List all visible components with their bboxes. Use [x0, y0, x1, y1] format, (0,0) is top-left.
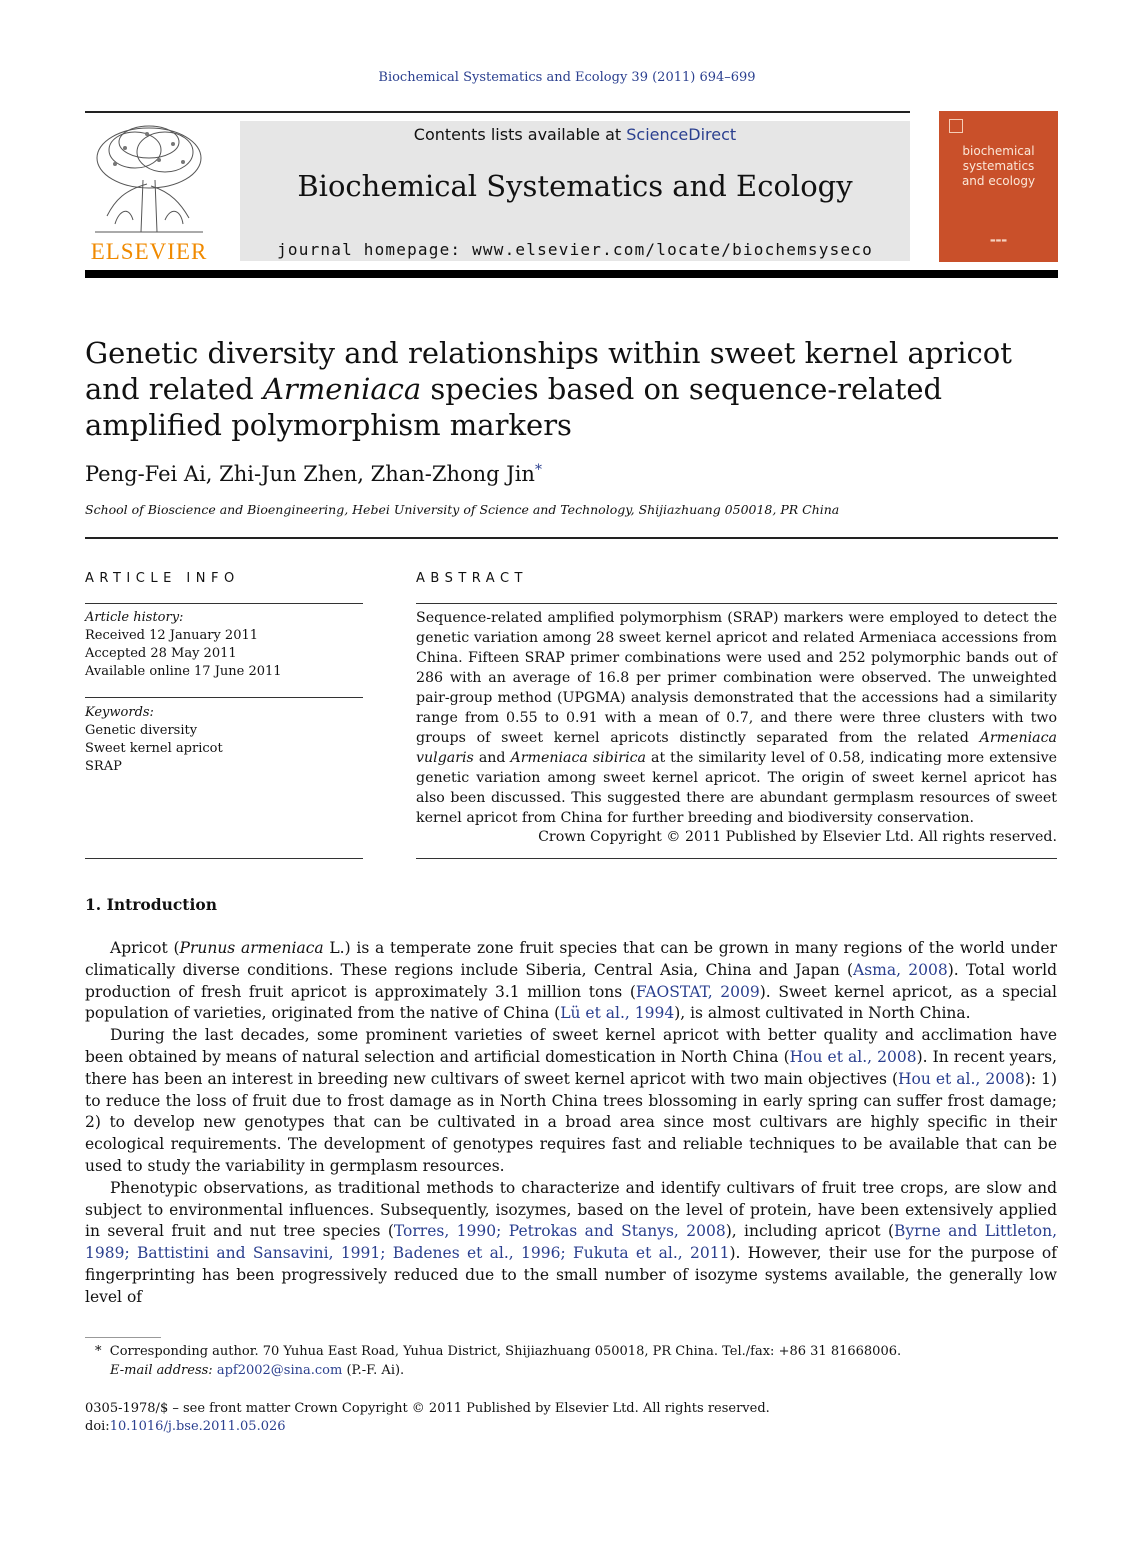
- citation-link[interactable]: FAOSTAT, 2009: [635, 982, 760, 1001]
- doi-prefix: doi:: [85, 1419, 110, 1434]
- footnote-email-line: [95, 1361, 901, 1380]
- title-part: species based on sequence-related amplified polymorphism markers: [85, 372, 943, 442]
- abstract-bottom-rule: [416, 858, 1057, 859]
- citation-link[interactable]: Torres, 1990; Petrokas and Stanys, 2008: [393, 1222, 726, 1241]
- article-history: [85, 609, 282, 681]
- email-label: E-mail address:: [110, 1363, 213, 1378]
- text-run: ), is almost cultivated in North China.: [674, 1004, 971, 1023]
- keywords-block: [85, 704, 223, 776]
- elsevier-wordmark: ELSEVIER: [90, 239, 208, 264]
- issn-line: 0305-1978/$ – see front matter Crown Copyright © 2011 Published by Elsevier Ltd. All rights reserved.: [85, 1401, 770, 1416]
- journal-banner: [240, 121, 910, 261]
- keyword-item: Genetic diversity: [85, 723, 198, 738]
- author-list: [85, 462, 542, 486]
- email-suffix: (P.-F. Ai).: [342, 1363, 405, 1378]
- doi-line: [85, 1418, 770, 1436]
- title-part: Genetic diversity and relationships within sweet kernel apricot and related: [85, 336, 1012, 406]
- paragraph: [85, 1178, 1057, 1309]
- citation-link[interactable]: Lü et al., 1994: [560, 1004, 675, 1023]
- header-rule: [85, 111, 910, 113]
- title-rule: [85, 537, 1058, 539]
- cover-title: biochemical systematics and ecology: [961, 144, 1036, 188]
- article-title: [85, 335, 1045, 443]
- paragraph: [85, 938, 1057, 1025]
- history-label: Article history:: [85, 610, 184, 625]
- species-name: Prunus armeniaca: [179, 939, 324, 957]
- article-info-bottom-rule: [85, 858, 363, 859]
- introduction-heading: 1. Introduction: [85, 895, 217, 914]
- text-run: ): 1) to reduce the loss of fruit due to frost damage as in North China trees blossoming in early spring can suffer frost damage; 2) to develop new genotypes that can be cultivated in a broad area since most cultivars are highly specific in their ecological requirements. The development of genotypes requires fast and reliable techniques to be available that can be used to study the variability in germplasm resources.: [85, 1069, 1058, 1175]
- doi-link[interactable]: 10.1016/j.bse.2011.05.026: [109, 1419, 286, 1434]
- citation-link[interactable]: Hou et al., 2008: [789, 1047, 917, 1066]
- text-run: L.) is a temperate zone fruit species that can be grown in many regions of the world under climatically diverse conditions. These regions include Siberia, Central Asia, China and Japan (: [85, 939, 1058, 979]
- text-run: ). Sweet kernel apricot, as a special population of varieties, originated from the native of China (: [85, 982, 1058, 1023]
- text-run: Apricot (: [110, 939, 180, 957]
- affiliation: School of Bioscience and Bioengineering, Hebei University of Science and Technology, Shijiazhuang 050018, PR China: [85, 502, 840, 517]
- keyword-item: SRAP: [85, 759, 122, 774]
- accepted-date: Accepted 28 May 2011: [85, 646, 237, 661]
- text-run: During the last decades, some prominent varieties of sweet kernel apricot with better quality and acclimation have been obtained by means of natural selection and artificial domestication in North China (: [85, 1026, 1057, 1066]
- online-date: Available online 17 June 2011: [85, 664, 282, 679]
- corresponding-author-footnote: [95, 1342, 901, 1380]
- title-italic-part: Armeniaca: [262, 372, 422, 406]
- abstract-heading: ABSTRACT: [416, 571, 528, 586]
- text-run: Phenotypic observations, as traditional methods to characterize and identify cultivars of fruit tree crops, are slow and subject to environmental influences. Subsequently, isozymes, based on the level of protein, have been extensively applied in several fruit and nut tree species (: [85, 1178, 1057, 1241]
- citation-link[interactable]: Byrne and Littleton, 1989; Battistini and Sansavini, 1991; Badenes et al., 1996; Fukuta et al., 2011: [85, 1222, 1057, 1263]
- footnote-rule: [85, 1337, 161, 1338]
- abstract-part: Sequence-related amplified polymorphism (SRAP) markers were employed to detect the genetic variation among 28 sweet kernel apricot and related Armeniaca accessions from China. Fifteen SRAP primer combinations were used and 252 polymorphic bands out of 286 with an average of 16.8 per primer combination were observed. The unweighted pair-group method (UPGMA) analysis demonstrated that the accessions had a similarity range from 0.55 to 0.91 with a mean of 0.7, and there were three clusters with two groups of sweet kernel apricots distinctly separated from the related: [416, 610, 1057, 746]
- abstract-part: at the similarity level of 0.58, indicating more extensive genetic variation among sweet kernel apricot. The origin of sweet kernel apricot has also been discussed. This suggested there are abundant germplasm resources of sweet kernel apricot from China for further breeding and biodiversity conservation.: [416, 750, 1057, 826]
- text-run: ). In recent years, there has been an interest in breeding new cultivars of sweet kernel apricot with two main objectives (: [85, 1047, 1057, 1088]
- email-link[interactable]: apf2002@sina.com: [216, 1363, 343, 1378]
- sciencedirect-link[interactable]: ScienceDirect: [626, 125, 737, 144]
- received-date: Received 12 January 2011: [85, 628, 259, 643]
- abstract-part: and: [473, 750, 511, 766]
- keywords-label: Keywords:: [85, 705, 154, 720]
- corresponding-author-mark[interactable]: *: [534, 462, 542, 478]
- abstract-rule: [416, 603, 1057, 604]
- header-thick-rule: [85, 270, 1058, 278]
- keywords-rule: [85, 697, 363, 698]
- journal-citation[interactable]: Biochemical Systematics and Ecology 39 (2011) 694–699: [378, 70, 756, 85]
- introduction-body: [85, 938, 1057, 1309]
- elsevier-logo: [85, 120, 213, 265]
- paragraph: [85, 1025, 1057, 1178]
- cover-logo-icon: [949, 119, 963, 133]
- article-info-rule: [85, 603, 363, 604]
- cover-sciencedirect-mark: ▬▬▬: [989, 237, 1007, 244]
- footnote-text: Corresponding author. 70 Yuhua East Road, Yuhua District, Shijiazhuang 050018, PR China. Tel./fax: +86 31 81668006.: [109, 1344, 902, 1359]
- contents-prefix: Contents lists available at: [413, 125, 627, 144]
- elsevier-tree-icon: [85, 120, 213, 238]
- journal-cover-thumbnail[interactable]: [939, 111, 1058, 262]
- journal-title: Biochemical Systematics and Ecology: [297, 169, 853, 203]
- authors-text: Peng-Fei Ai, Zhi-Jun Zhen, Zhan-Zhong Jin: [85, 462, 535, 486]
- citation-link[interactable]: Hou et al., 2008: [898, 1069, 1025, 1088]
- issn-block: [85, 1400, 770, 1436]
- citation-link[interactable]: Asma, 2008: [853, 960, 948, 979]
- text-run: ). Total world production of fresh fruit apricot is approximately 3.1 million tons (: [85, 960, 1057, 1001]
- footnote-mark: *: [95, 1344, 102, 1359]
- article-info-heading: ARTICLE INFO: [85, 571, 240, 586]
- contents-line: [240, 125, 910, 144]
- footnote-line: [95, 1342, 901, 1361]
- text-run: ), including apricot (: [725, 1222, 895, 1241]
- abstract-text: [416, 608, 1057, 828]
- journal-homepage[interactable]: journal homepage: www.elsevier.com/locate/biochemsyseco: [277, 240, 873, 259]
- text-run: ). However, their use for the purpose of fingerprinting has been progressively reduced due to the small number of isozyme systems available, the generally low level of: [85, 1244, 1057, 1306]
- abstract-species: Armeniaca vulgaris: [416, 730, 1057, 766]
- abstract-species: Armeniaca sibirica: [510, 750, 647, 766]
- keyword-item: Sweet kernel apricot: [85, 741, 223, 756]
- abstract-copyright: Crown Copyright © 2011 Published by Elsevier Ltd. All rights reserved.: [538, 829, 1057, 845]
